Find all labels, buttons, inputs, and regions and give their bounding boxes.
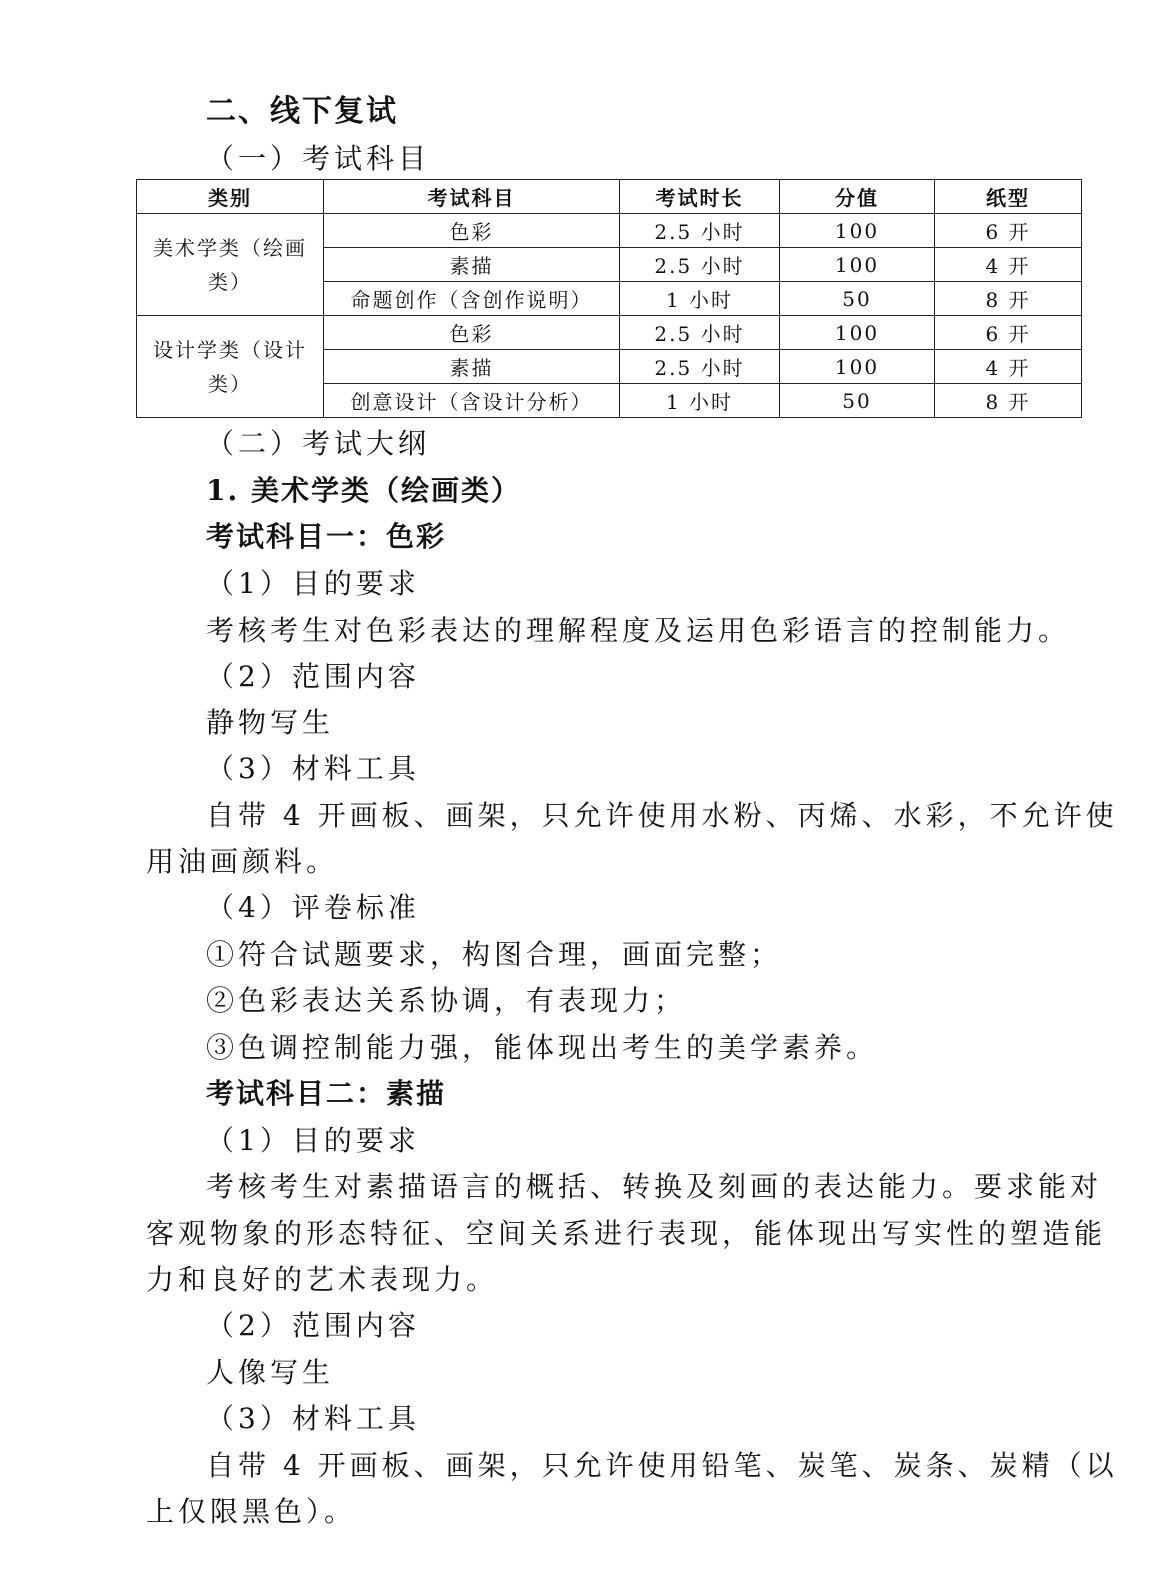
section-title: 二、线下复试 xyxy=(206,94,398,129)
score-cell: 50 xyxy=(780,384,935,418)
paper-cell: 8 开 xyxy=(935,384,1082,418)
duration-cell: 2.5 小时 xyxy=(620,214,780,248)
subject-one-title: 考试科目一：色彩 xyxy=(206,520,447,553)
s1-grading-item: ③色调控制能力强，能体现出考生的美学素养。 xyxy=(206,1031,879,1064)
table-row xyxy=(137,214,1082,248)
duration-cell: 2.5 小时 xyxy=(620,350,780,384)
table-row xyxy=(137,316,1082,350)
s2-requirement-text-line2: 客观物象的形态特征、空间关系进行表现，能体现出写实性的塑造能 xyxy=(146,1217,1107,1250)
s1-requirement-text: 考核考生对色彩表达的理解程度及运用色彩语言的控制能力。 xyxy=(206,614,1071,647)
s2-tools-text-line1: 自带 4 开画板、画架，只允许使用铅笔、炭笔、炭条、炭精（以 xyxy=(206,1449,1118,1482)
score-cell: 100 xyxy=(780,248,935,282)
subsection-exam-outline: （二）考试大纲 xyxy=(206,427,431,460)
subject-cell: 命题创作（含创作说明） xyxy=(324,282,620,316)
s2-requirement-text-line1: 考核考生对素描语言的概括、转换及刻画的表达能力。要求能对 xyxy=(206,1170,1103,1203)
score-cell: 50 xyxy=(780,282,935,316)
subject-cell: 色彩 xyxy=(324,316,620,350)
outline-heading-fine-arts: 1. 美术学类（绘画类） xyxy=(206,474,521,507)
s2-requirement-heading: （1）目的要求 xyxy=(206,1124,420,1157)
s1-grading-heading: （4）评卷标准 xyxy=(206,891,420,924)
header-subject: 考试科目 xyxy=(324,180,620,214)
paper-cell: 8 开 xyxy=(935,282,1082,316)
score-cell: 100 xyxy=(780,350,935,384)
header-score: 分值 xyxy=(780,180,935,214)
paper-cell: 6 开 xyxy=(935,316,1082,350)
paper-cell: 4 开 xyxy=(935,350,1082,384)
category-cell: 设计学类（设计类） xyxy=(137,316,324,418)
header-paper: 纸型 xyxy=(935,180,1082,214)
duration-cell: 2.5 小时 xyxy=(620,248,780,282)
subject-cell: 素描 xyxy=(324,350,620,384)
s1-scope-heading: （2）范围内容 xyxy=(206,660,420,693)
subject-cell: 创意设计（含设计分析） xyxy=(324,384,620,418)
s2-tools-heading: （3）材料工具 xyxy=(206,1402,420,1435)
duration-cell: 1 小时 xyxy=(620,384,780,418)
score-cell: 100 xyxy=(780,316,935,350)
duration-cell: 1 小时 xyxy=(620,282,780,316)
subject-cell: 素描 xyxy=(324,248,620,282)
duration-cell: 2.5 小时 xyxy=(620,316,780,350)
table-header-row xyxy=(137,180,1082,214)
s2-scope-heading: （2）范围内容 xyxy=(206,1309,420,1342)
s1-tools-text-line1: 自带 4 开画板、画架，只允许使用水粉、丙烯、水彩，不允许使 xyxy=(206,799,1118,832)
paper-cell: 4 开 xyxy=(935,248,1082,282)
s1-grading-item: ①符合试题要求，构图合理，画面完整； xyxy=(206,938,783,971)
paper-cell: 6 开 xyxy=(935,214,1082,248)
s2-requirement-text-line3: 力和良好的艺术表现力。 xyxy=(146,1263,499,1296)
score-cell: 100 xyxy=(780,214,935,248)
header-category: 类别 xyxy=(137,180,324,214)
header-duration: 考试时长 xyxy=(620,180,780,214)
s1-tools-text-line2: 用油画颜料。 xyxy=(146,845,339,878)
s1-tools-heading: （3）材料工具 xyxy=(206,752,420,785)
subject-cell: 色彩 xyxy=(324,214,620,248)
s2-scope-text: 人像写生 xyxy=(206,1356,335,1389)
s1-scope-text: 静物写生 xyxy=(206,706,335,739)
subject-two-title: 考试科目二：素描 xyxy=(206,1077,447,1110)
s1-grading-item: ②色彩表达关系协调，有表现力； xyxy=(206,984,687,1017)
subsection-exam-subjects: （一）考试科目 xyxy=(206,142,431,175)
s1-requirement-heading: （1）目的要求 xyxy=(206,567,420,600)
s2-tools-text-line2: 上仅限黑色）。 xyxy=(146,1495,357,1528)
category-cell: 美术学类（绘画类） xyxy=(137,214,324,316)
exam-subjects-table xyxy=(136,179,1082,418)
